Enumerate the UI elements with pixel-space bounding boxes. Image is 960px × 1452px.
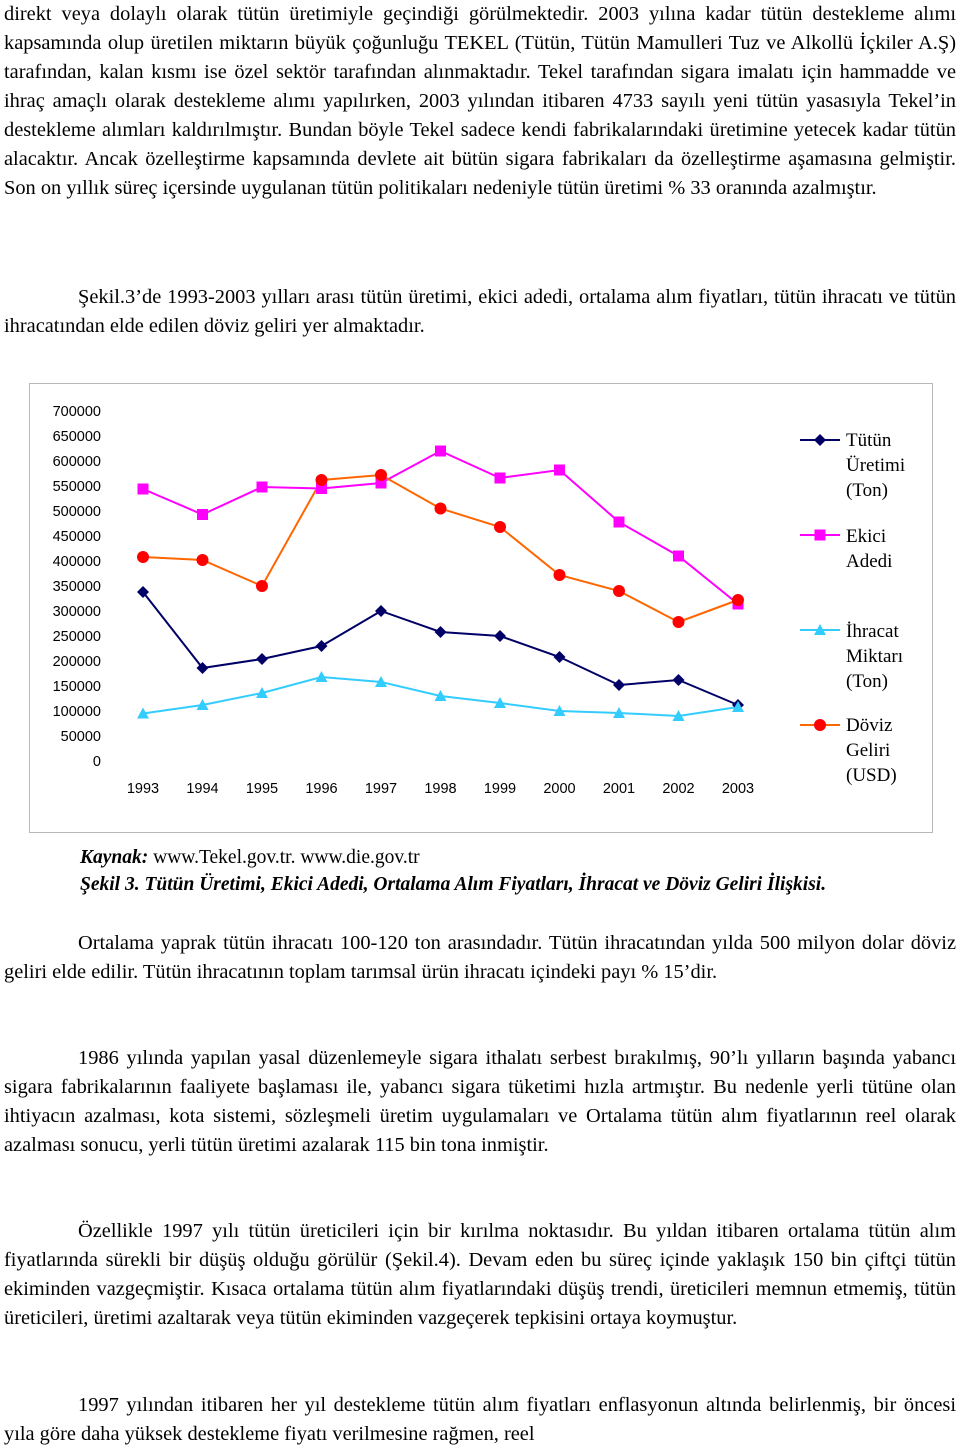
y-tick-label: 600000 bbox=[52, 454, 101, 470]
figure-source-text: www.Tekel.gov.tr. www.die.gov.tr bbox=[148, 847, 420, 868]
y-tick-label: 50000 bbox=[60, 729, 101, 745]
data-point-uretim bbox=[435, 626, 447, 638]
data-point-ekici bbox=[197, 509, 208, 520]
data-point-uretim bbox=[673, 674, 685, 686]
x-tick-label: 2003 bbox=[721, 781, 755, 797]
y-tick-label: 400000 bbox=[52, 554, 101, 570]
x-tick-label: 1994 bbox=[186, 781, 219, 797]
chart-figure bbox=[29, 383, 933, 833]
paragraph-1: direkt veya dolaylı olarak tütün üretimiyle geçindiği görülmektedir. 2003 yılına kadar tütün destekleme alımı kapsamında olup üretilen miktarın büyük çoğunluğu TEKEL (Tütün, Tütün Mamulleri Tuz ve Alkollü İçkiler A.Ş) tarafından, kalan kısmı ise özel sektör tarafından alınmaktadır. Tekel tarafından sigara imalatı için hammadde ve ihraç amaçlı olarak destekleme alımı yapılırken, 2003 yılından itibaren 4733 sayılı yeni tütün yasasıyla Tekel’in destekleme alımları kaldırılmıştır. Bundan böyle Tekel sadece kendi fabrikalarındaki üretimine yetecek kadar tütün alacaktır. Ancak özelleştirme kapsamında devlete ait bütün sigara fabrikaları da özelleştirme aşamasına gelmiştir. Son on yıllık süreç içersinde uygulanan tütün politikaları nedeniyle tütün üretimi % 33 oranında azalmıştır. bbox=[4, 3, 956, 199]
x-tick-label: 2001 bbox=[602, 781, 636, 797]
data-point-uretim bbox=[494, 630, 506, 642]
data-point-ekici bbox=[673, 551, 684, 562]
paragraph-3: Ortalama yaprak tütün ihracatı 100-120 ton arasındadır. Tütün ihracatından yılda 500 milyon dolar döviz geliri elde edilir. Tütün ihracatının toplam tarımsal ürün ihracatı içindeki payı % 15’dir. bbox=[4, 932, 956, 983]
figure-source bbox=[80, 847, 420, 869]
y-tick-label: 700000 bbox=[52, 404, 101, 420]
paragraph-5: Özellikle 1997 yılı tütün üreticileri için bir kırılma noktasıdır. Bu yıldan itibaren ortalama tütün alım fiyatlarında sürekli bir düşüş olduğu görülür (Şekil.4). Devam eden bu süreç içinde yaklaşık 150 bin çiftçi tütün ekiminden vazgeçmiştir. Kısaca ortalama tütün alım fiyatlarındaki düşüş trendi, üreticileri memnun etmemiş, tütün üreticileri, üretimi azaltarak veya tütün ekiminden vazgeçerek tepkisini ortaya koymuştur. bbox=[4, 1220, 956, 1329]
legend-entry-uretim: Tütün Üretimi (Ton) bbox=[846, 430, 906, 501]
line-chart bbox=[30, 384, 934, 834]
legend-marker-doviz bbox=[814, 719, 826, 731]
y-tick-label: 350000 bbox=[52, 579, 101, 595]
series-line-ekici bbox=[143, 451, 738, 604]
data-point-doviz bbox=[375, 469, 387, 481]
x-tick-label: 1993 bbox=[126, 781, 160, 797]
x-tick-label: 2002 bbox=[662, 781, 695, 797]
series-line-doviz bbox=[143, 475, 738, 622]
data-point-doviz bbox=[554, 569, 566, 581]
data-point-doviz bbox=[613, 585, 625, 597]
legend-marker-uretim bbox=[814, 434, 826, 446]
data-point-doviz bbox=[435, 503, 447, 515]
x-tick-label: 1995 bbox=[245, 781, 279, 797]
figure-caption: Şekil 3. Tütün Üretimi, Ekici Adedi, Ortalama Alım Fiyatları, İhracat ve Döviz Geliri İlişkisi. bbox=[80, 874, 827, 895]
x-tick-label: 2000 bbox=[543, 781, 576, 797]
x-tick-label: 1997 bbox=[364, 781, 398, 797]
data-point-doviz bbox=[494, 521, 506, 533]
series-line-uretim bbox=[143, 592, 738, 705]
data-point-doviz bbox=[197, 554, 209, 566]
paragraph-4: 1986 yılında yapılan yasal düzenlemeyle sigara ithalatı serbest bırakılmış, 90’lı yılların başında yabancı sigara fabrikalarının faaliyete başlaması ile, yabancı sigara tüketimi hızla artmıştır. Bu nedenle yerli tütüne olan ihtiyacın azalması, kota sistemi, sözleşmeli üretim uygulamaları ve Ortalama tütün alım fiyatlarının reel olarak azalması sonucu, yerli tütün üretimi azalarak 115 bin tona inmiştir. bbox=[4, 1047, 956, 1156]
y-tick-label: 500000 bbox=[52, 504, 101, 520]
legend-entry-doviz: Döviz Geliri (USD) bbox=[846, 715, 897, 786]
data-point-uretim bbox=[256, 653, 268, 665]
y-tick-label: 150000 bbox=[52, 679, 101, 695]
legend-entry-ekici: Ekici Adedi bbox=[846, 526, 893, 572]
x-tick-label: 1996 bbox=[305, 781, 338, 797]
data-point-ekici bbox=[554, 465, 565, 476]
x-tick-label: 1999 bbox=[483, 781, 517, 797]
data-point-uretim bbox=[554, 651, 566, 663]
data-point-doviz bbox=[137, 551, 149, 563]
data-point-ekici bbox=[614, 517, 625, 528]
paragraph-6: 1997 yılından itibaren her yıl destekleme tütün alım fiyatları enflasyonun altında belirlenmiş, bir öncesi yıla göre daha yüksek destekleme fiyatı verilmesine rağmen, reel bbox=[4, 1394, 956, 1445]
data-point-doviz bbox=[256, 580, 268, 592]
y-tick-label: 300000 bbox=[52, 604, 101, 620]
y-tick-label: 550000 bbox=[52, 479, 101, 495]
data-point-doviz bbox=[316, 474, 328, 486]
y-tick-label: 450000 bbox=[52, 529, 101, 545]
data-point-doviz bbox=[732, 594, 744, 606]
y-tick-label: 0 bbox=[92, 754, 101, 770]
data-point-doviz bbox=[673, 616, 685, 628]
data-point-uretim bbox=[613, 679, 625, 691]
y-tick-label: 250000 bbox=[52, 629, 101, 645]
paragraph-2: Şekil.3’de 1993-2003 yılları arası tütün üretimi, ekici adedi, ortalama alım fiyatları, tütün ihracatı ve tütün ihracatından elde edilen döviz geliri yer almaktadır. bbox=[4, 286, 956, 337]
x-tick-label: 1998 bbox=[424, 781, 457, 797]
figure-source-label: Kaynak: bbox=[80, 847, 149, 868]
data-point-ekici bbox=[435, 446, 446, 457]
data-point-ekici bbox=[257, 482, 268, 493]
legend-marker-ekici bbox=[815, 530, 826, 541]
legend-entry-ihracat: İhracat Miktarı (Ton) bbox=[846, 621, 903, 692]
y-tick-label: 650000 bbox=[52, 429, 101, 445]
data-point-ekici bbox=[495, 473, 506, 484]
y-tick-label: 100000 bbox=[52, 704, 101, 720]
data-point-ekici bbox=[138, 484, 149, 495]
data-point-uretim bbox=[375, 605, 387, 617]
y-tick-label: 200000 bbox=[52, 654, 101, 670]
data-point-uretim bbox=[316, 640, 328, 652]
